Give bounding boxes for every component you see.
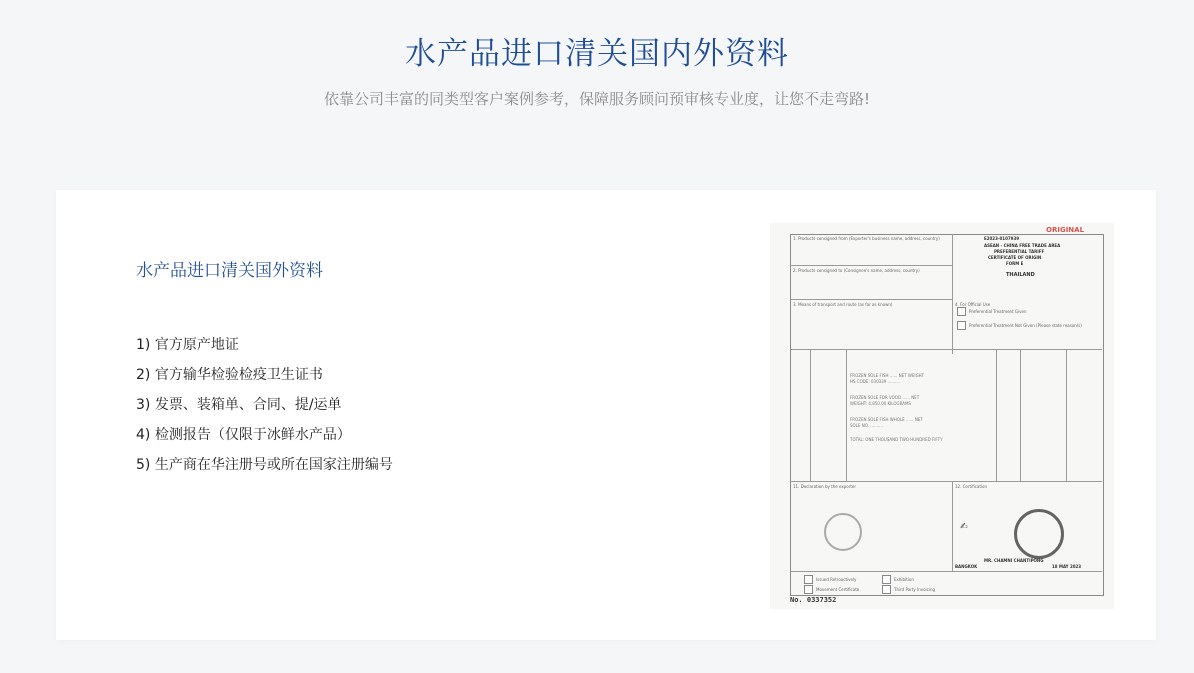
list-item: 4) 检测报告（仅限于冰鲜水产品） <box>136 427 351 443</box>
list-item: 5) 生产商在华注册号或所在国家注册编号 <box>136 457 393 473</box>
checkbox <box>804 585 813 594</box>
checkbox <box>957 307 966 316</box>
list-item: 1) 官方原产地证 <box>136 337 239 353</box>
materials-card <box>56 190 1156 640</box>
cert-heading: ASEAN - CHINA FREE TRADE AREA <box>984 243 1061 248</box>
cert-option: Exhibition <box>894 577 914 582</box>
document-list <box>136 336 393 486</box>
cert-heading: FORM E <box>1006 261 1024 266</box>
checkbox <box>882 585 891 594</box>
official-seal <box>1014 509 1064 559</box>
field-consignee-label: 2. Products consigned to (Consignee's name, address, country) <box>793 268 920 273</box>
list-item: 2) 官方输华检验检疫卫生证书 <box>136 367 323 383</box>
card-title: 水产品进口清关国外资料 <box>136 261 323 281</box>
field-transport-label: 3. Means of transport and route (as far as known) <box>793 302 893 307</box>
field-exporter-label: 1. Products consigned from (Exporter's business name, address, country) <box>793 236 940 241</box>
certificate-serial-number: No. 0337352 <box>790 596 837 604</box>
checkbox <box>882 575 891 584</box>
cert-option: Preferential Treatment Given <box>969 309 1027 314</box>
issue-place: BANGKOK <box>955 564 978 569</box>
cert-country: THAILAND <box>1006 272 1035 278</box>
checkbox <box>957 321 966 330</box>
cert-heading: CERTIFICATE OF ORIGIN <box>988 255 1042 260</box>
reference-number: E2023-0107939 <box>984 236 1020 241</box>
page-subtitle: 依靠公司丰富的同类型客户案例参考，保障服务顾问预审核专业度，让您不走弯路! <box>323 90 871 108</box>
checkbox <box>804 575 813 584</box>
page-title: 水产品进口清关国内外资料 <box>405 36 789 72</box>
list-item: 3) 发票、装箱单、合同、提/运单 <box>136 397 342 413</box>
field-official-use: 4. For Official Use <box>955 302 991 307</box>
cert-option: Movement Certificate <box>816 587 860 592</box>
signatory-name: MR. CHAMNI CHANTIPONG <box>984 558 1044 563</box>
company-seal <box>824 513 862 551</box>
cert-heading: PREFERENTIAL TARIFF <box>994 249 1045 254</box>
field-declaration: 11. Declaration by the exporter <box>793 484 857 489</box>
issue-date: 18 MAY 2023 <box>1052 564 1082 569</box>
field-certification: 12. Certification <box>955 484 988 489</box>
cert-option: Preferential Treatment Not Given (Please state reason/s) <box>969 323 1082 328</box>
original-stamp: ORIGINAL <box>1046 226 1085 234</box>
certificate-of-origin-image: ORIGINAL 1. Products consigned from (Exporter's business name, address, country) E2023-0107939 ASEAN - CHINA FREE TRADE AREA PREFERENTIAL TARIFF CERTIFICATE OF ORIGIN FORM E THAILAND 2. Products consigned to (Consignee's name, address, country) 3. Means of transport and route (as far as known) 4. For Official Use Preferential Treatment Given Preferential Treatment Not Given (Please state reason/s) FROZEN SOLE FISH ...... NET WEIGHT HS CODE: 030339 .......... FROZEN SOLE FOR VOOD ...... NET WEIGHT: 4,850.00 KILOGRAMS FROZEN SOLE FISH WHOLE ...... NET SOLE NO. .......... TOTAL: ONE THOUSAND TWO HUNDRED FIFTY 11. Declaration by the exporter 12. Certification ✍ MR. CHAMNI CHANTIPONG BANGKOK 18 MAY 2023 Issued Retroactively Exhibition Movement Certificate Third Party Invoicing No. 0337352 <box>770 223 1114 609</box>
cert-option: Third Party Invoicing <box>894 587 936 592</box>
cert-option: Issued Retroactively <box>816 577 857 582</box>
